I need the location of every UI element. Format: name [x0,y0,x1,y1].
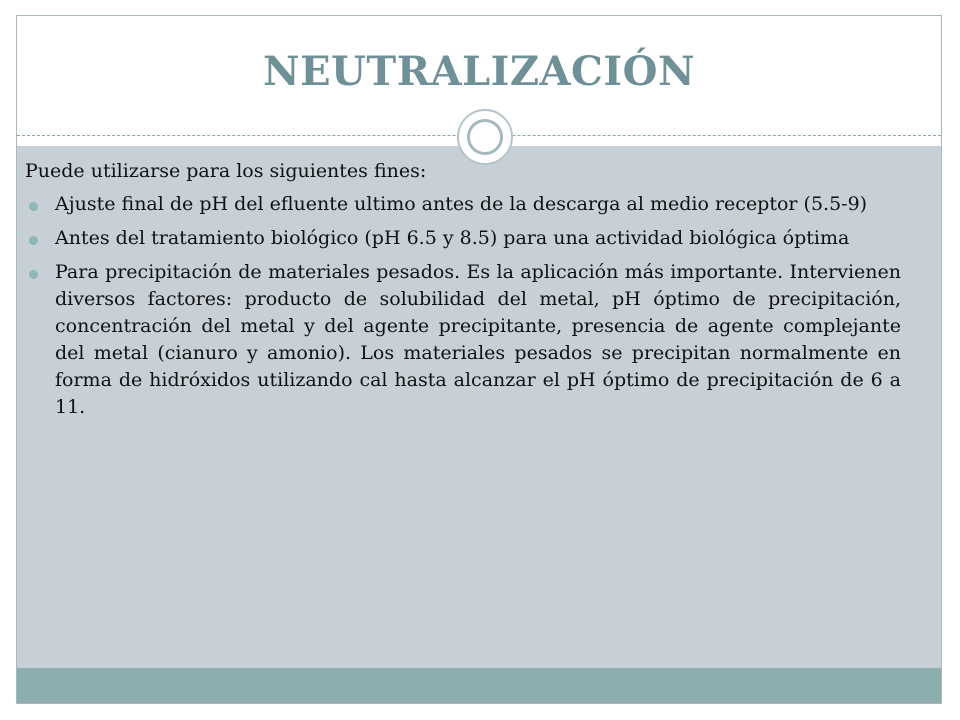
list-item [25,191,901,218]
list-item [25,259,901,421]
footer-band [17,668,941,703]
double-ring-circle-icon [457,109,513,165]
intro-text: Puede utilizarse para los siguientes fines: [25,160,427,182]
bullet-dot-icon [29,270,38,279]
bullet-dot-icon [29,236,38,245]
bullet-text: Antes del tratamiento biológico (pH 6.5 y 8.5) para una actividad biológica óptima [55,227,850,249]
bullet-text: Para precipitación de materiales pesados. Es la aplicación más importante. Intervienen diversos factores: producto de solubilidad del metal, pH óptimo de precipitación, concentración del metal y del agente precipitante, presencia de agente complejante del metal (cianuro y amonio). Los materiales pesados se precipitan normalmente en forma de hidróxidos utilizando cal hasta alcanzar el pH óptimo de precipitación de 6 a 11. [55,261,901,418]
bullet-text: Ajuste final de pH del efluente ultimo antes de la descarga al medio receptor (5.5-9) [55,193,868,215]
inner-ring [467,119,503,155]
slide-title: NEUTRALIZACIÓN [263,48,695,95]
bullet-dot-icon [29,202,38,211]
slide-body [25,158,901,428]
list-item [25,225,901,252]
bullet-list [25,191,901,421]
